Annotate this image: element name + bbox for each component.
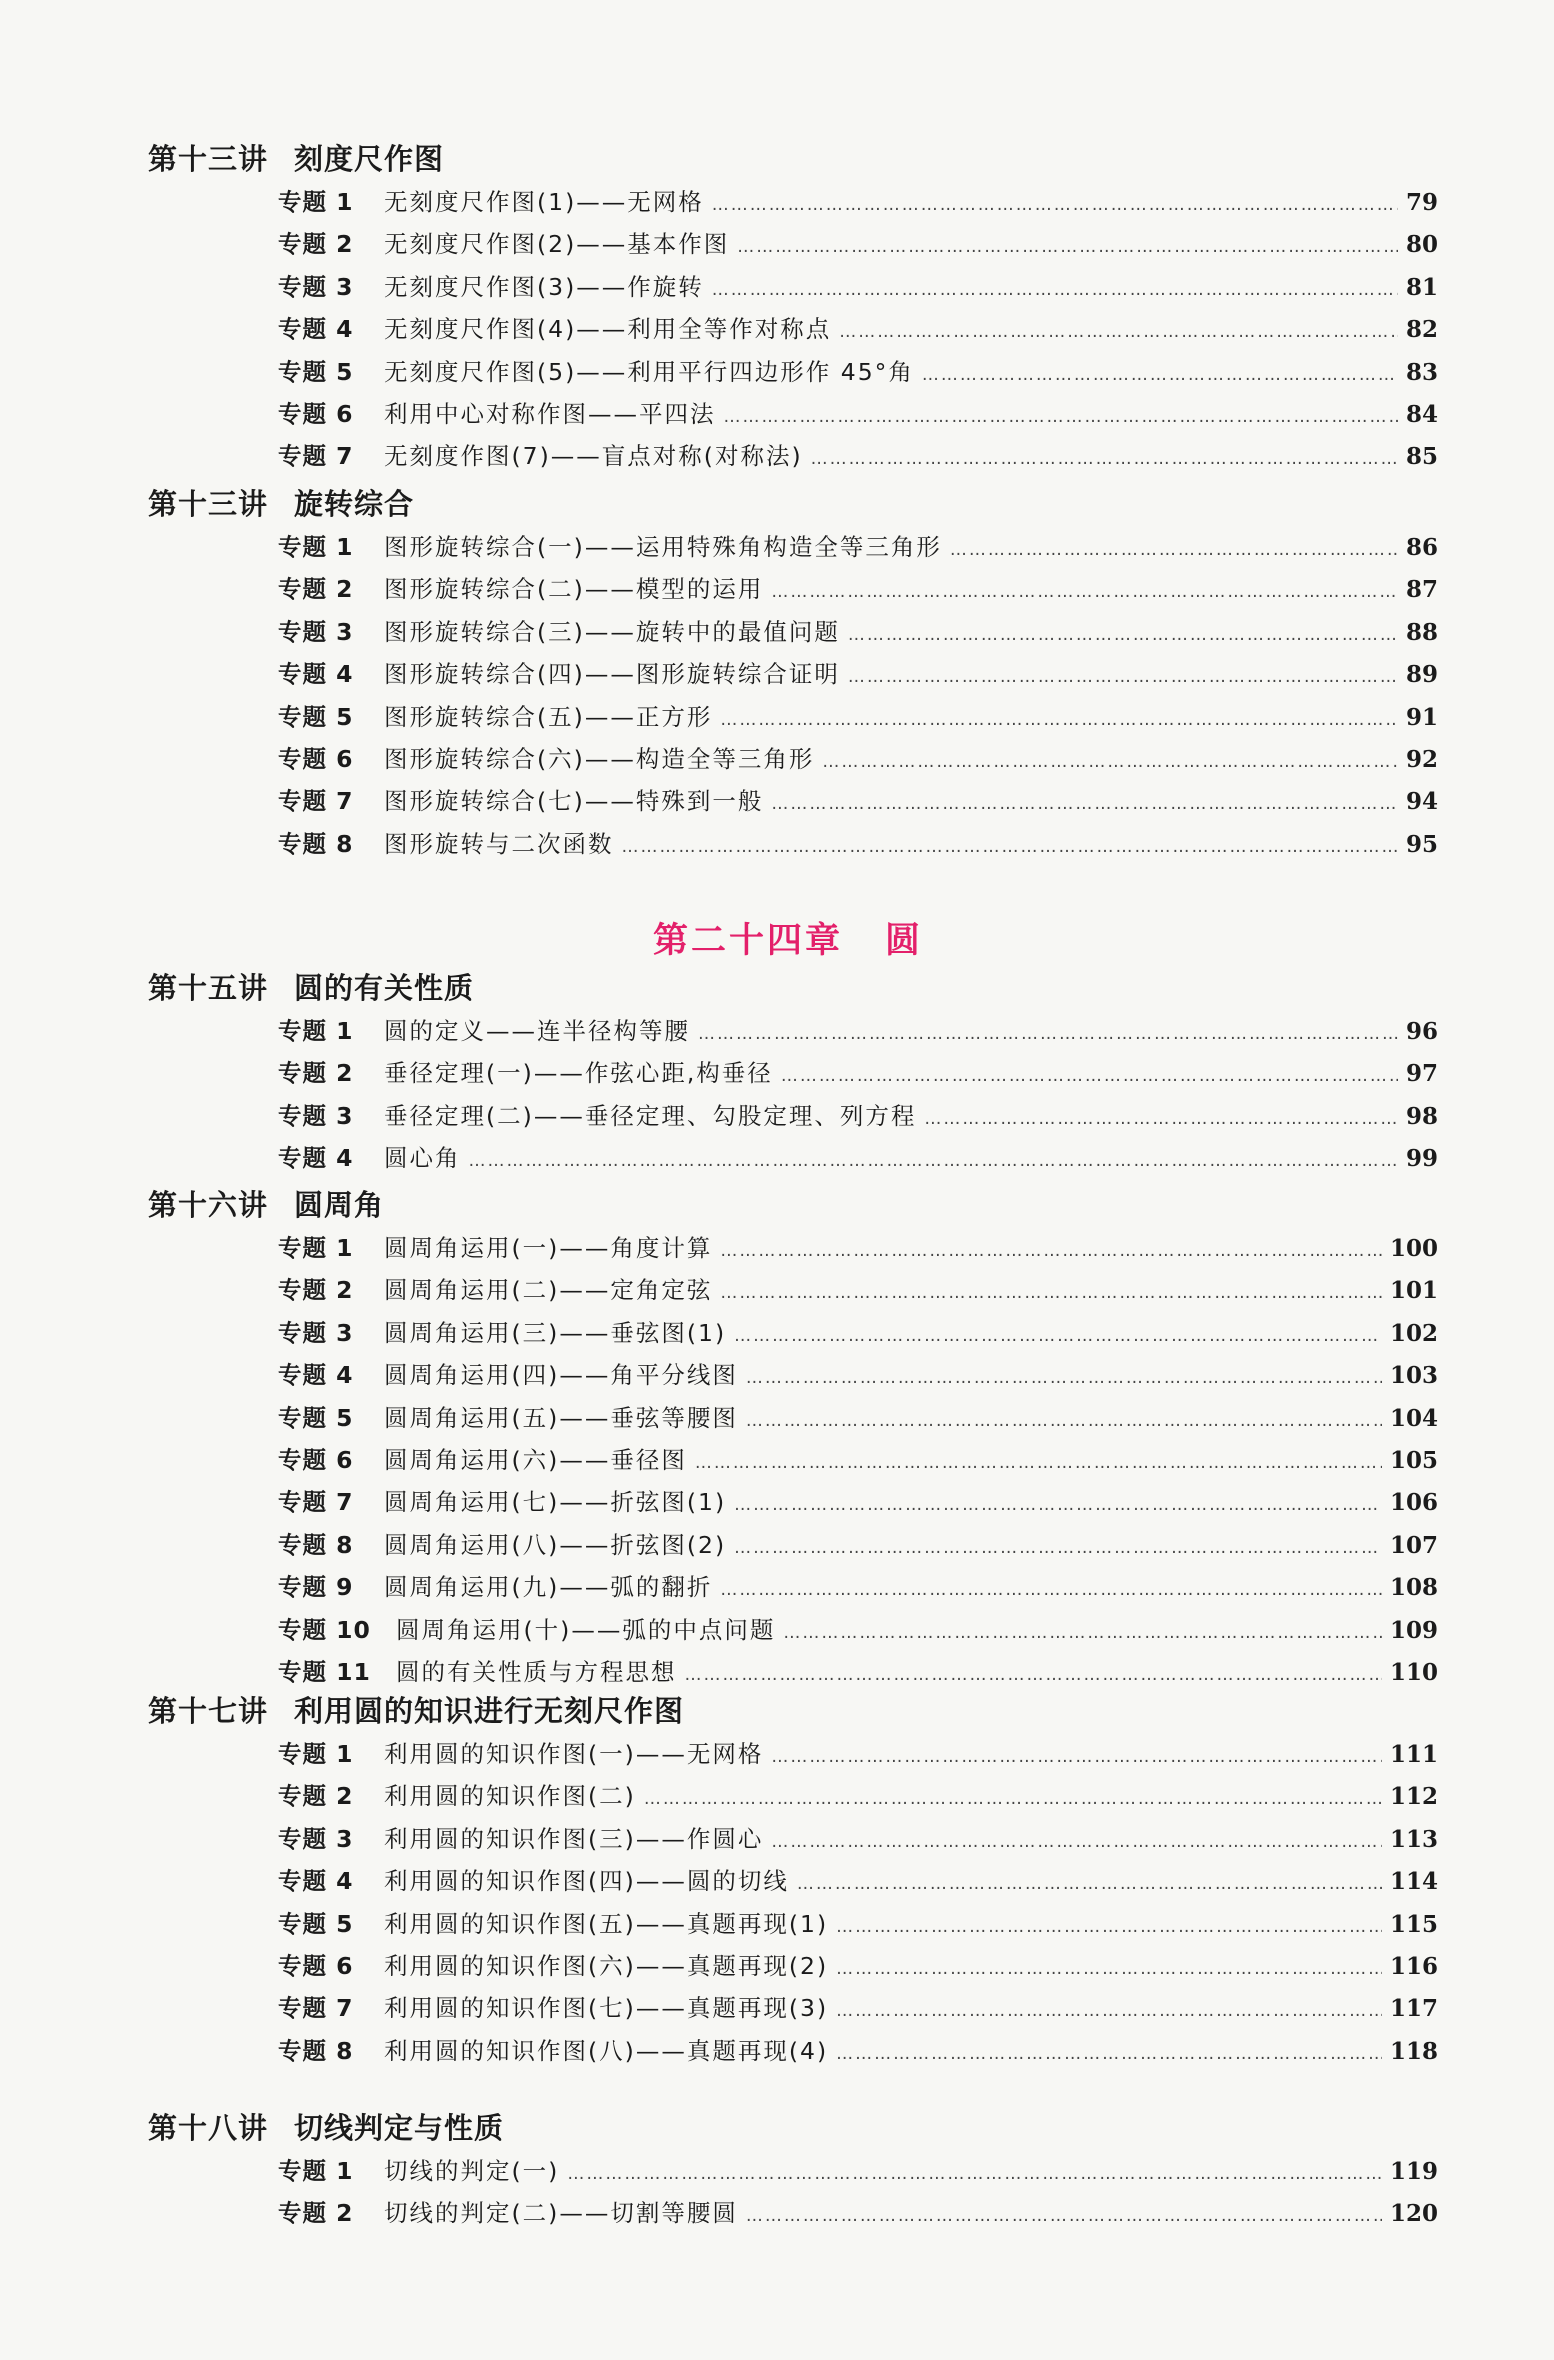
dot-leader: [720, 1272, 1382, 1314]
toc-entry[interactable]: [278, 1269, 1438, 1311]
dot-leader: [720, 1230, 1382, 1272]
toc-entry[interactable]: [278, 1397, 1438, 1439]
toc-entry[interactable]: [278, 1354, 1438, 1396]
dot-leader: [783, 1612, 1382, 1654]
topic-title: 垂径定理(一)——作弦心距,构垂径: [384, 1059, 773, 1088]
toc-entry[interactable]: [278, 1903, 1438, 1945]
topic-label: 专题 8: [278, 2036, 354, 2065]
toc-entry[interactable]: [278, 1609, 1438, 1651]
toc-entry[interactable]: [278, 1733, 1438, 1775]
topic-title: 无刻度尺作图(5)——利用平行四边形作 45°角: [384, 357, 914, 386]
topic-label: 专题 3: [278, 1318, 354, 1347]
topic-title: 圆周角运用(七)——折弦图(1): [384, 1488, 727, 1517]
page-number: 97: [1405, 1060, 1438, 1088]
toc-entry[interactable]: [278, 1860, 1438, 1902]
page-number: 117: [1389, 1995, 1438, 2023]
topic-title: 圆周角运用(三)——垂弦图(1): [384, 1318, 727, 1347]
lecture-title: 圆的有关性质: [294, 971, 475, 1005]
toc-entry[interactable]: [278, 526, 1438, 568]
dot-leader: [698, 1013, 1398, 1055]
page-number: 84: [1405, 400, 1438, 428]
topic-title: 利用圆的知识作图(三)——作圆心: [384, 1824, 764, 1853]
topic-title: 圆的有关性质与方程思想: [396, 1657, 677, 1686]
page-number: 112: [1389, 1783, 1438, 1811]
page-number: 99: [1405, 1145, 1438, 1173]
topic-label: 专题 5: [278, 1909, 354, 1938]
topic-title: 利用圆的知识作图(一)——无网格: [384, 1740, 764, 1768]
dot-leader: [771, 571, 1398, 613]
lecture-title: 旋转综合: [294, 487, 415, 521]
toc-entry[interactable]: [278, 1481, 1438, 1523]
lecture-title: 切线判定与性质: [294, 2111, 505, 2145]
lecture-section: [148, 482, 1438, 865]
topic-title: 垂径定理(二)——垂径定理、勾股定理、列方程: [384, 1101, 917, 1130]
lecture-section: [148, 137, 1438, 478]
chapter-name: 圆: [885, 920, 924, 961]
dot-leader: [712, 184, 1398, 226]
page-number: 111: [1389, 1741, 1438, 1768]
topic-label: 专题 6: [278, 399, 354, 428]
lecture-title: 利用圆的知识进行无刻尺作图: [294, 1694, 685, 1728]
topic-label: 专题 3: [278, 617, 354, 646]
toc-entry[interactable]: [278, 823, 1438, 865]
topic-label: 专题 1: [278, 1017, 354, 1045]
dot-leader: [836, 1948, 1382, 1990]
dot-leader: [734, 1484, 1382, 1526]
dot-leader: [836, 1906, 1382, 1948]
page-number: 114: [1389, 1868, 1438, 1896]
topic-label: 专题 4: [278, 315, 354, 344]
lecture-number: 第十八讲: [148, 2111, 269, 2145]
chapter-heading: [0, 913, 1554, 963]
lecture-section: [148, 1689, 1438, 2072]
lecture-number: 第十三讲: [148, 142, 269, 176]
dot-leader: [737, 226, 1398, 268]
toc-entry[interactable]: [278, 1524, 1438, 1566]
lecture-number: 第十五讲: [148, 971, 269, 1005]
page-number: 103: [1389, 1362, 1438, 1390]
toc-entry[interactable]: [278, 181, 1438, 223]
topic-label: 专题 2: [278, 1059, 354, 1088]
lecture-heading: [148, 1689, 1438, 1733]
lecture-section: [148, 1183, 1438, 1693]
page-number: 108: [1389, 1574, 1438, 1602]
topic-title: 圆周角运用(十)——弧的中点问题: [396, 1615, 776, 1644]
page-number: 91: [1405, 703, 1438, 731]
topic-title: 圆周角运用(一)——角度计算: [384, 1234, 713, 1262]
topic-title: 圆周角运用(八)——折弦图(2): [384, 1530, 727, 1559]
page-number: 83: [1405, 358, 1438, 386]
topic-label: 专题 5: [278, 357, 354, 386]
lecture-number: 第十七讲: [148, 1694, 269, 1728]
toc-entry[interactable]: [278, 223, 1438, 265]
topic-title: 图形旋转综合(一)——运用特殊角构造全等三角形: [384, 533, 942, 561]
lecture-heading: [148, 2106, 1438, 2150]
topic-label: 专题 3: [278, 1101, 354, 1130]
topic-title: 圆周角运用(二)——定角定弦: [384, 1276, 713, 1305]
lecture-section: [148, 2106, 1438, 2235]
page-number: 100: [1389, 1235, 1438, 1262]
toc-entry[interactable]: [278, 1775, 1438, 1817]
dot-leader: [746, 2195, 1382, 2237]
page-number: 104: [1389, 1404, 1438, 1432]
page-number: 110: [1389, 1658, 1438, 1686]
topic-label: 专题 2: [278, 575, 354, 604]
dot-leader: [924, 1098, 1398, 1140]
page-number: 119: [1389, 2158, 1438, 2185]
topic-title: 圆周角运用(六)——垂径图: [384, 1445, 687, 1474]
topic-title: 图形旋转综合(五)——正方形: [384, 702, 713, 731]
toc-entry[interactable]: [278, 1227, 1438, 1269]
toc-entry[interactable]: [278, 351, 1438, 393]
dot-leader: [839, 311, 1398, 353]
topic-title: 无刻度尺作图(2)——基本作图: [384, 230, 730, 259]
topic-label: 专题 4: [278, 1144, 354, 1173]
toc-entry[interactable]: [278, 780, 1438, 822]
topic-label: 专题 5: [278, 1403, 354, 1432]
toc-entry[interactable]: [278, 1010, 1438, 1052]
page-number: 80: [1405, 231, 1438, 259]
topic-title: 利用圆的知识作图(四)——圆的切线: [384, 1867, 789, 1896]
toc-entry[interactable]: [278, 266, 1438, 308]
topic-label: 专题 4: [278, 1361, 354, 1390]
topic-title: 圆周角运用(九)——弧的翻折: [384, 1573, 713, 1602]
page-number: 109: [1389, 1616, 1438, 1644]
topic-label: 专题 3: [278, 272, 354, 301]
dot-leader: [781, 1055, 1398, 1097]
topic-label: 专题 5: [278, 702, 354, 731]
topic-title: 利用圆的知识作图(五)——真题再现(1): [384, 1909, 829, 1938]
page-number: 94: [1405, 788, 1438, 816]
chapter-number: 第二十四章: [652, 920, 843, 961]
dot-leader: [848, 614, 1398, 656]
topic-label: 专题 1: [278, 2157, 354, 2185]
topic-title: 利用中心对称作图——平四法: [384, 399, 716, 428]
dot-leader: [836, 1990, 1382, 2032]
toc-entry[interactable]: [278, 1439, 1438, 1481]
dot-leader: [734, 1527, 1382, 1569]
topic-label: 专题 3: [278, 1824, 354, 1853]
topic-title: 无刻度尺作图(3)——作旋转: [384, 272, 704, 301]
dot-leader: [836, 2033, 1382, 2075]
toc-entry[interactable]: [278, 1651, 1438, 1693]
topic-title: 利用圆的知识作图(二): [384, 1782, 636, 1811]
toc-entry[interactable]: [278, 1137, 1438, 1179]
page-number: 102: [1389, 1319, 1438, 1347]
topic-title: 圆周角运用(四)——角平分线图: [384, 1361, 738, 1390]
dot-leader: [811, 438, 1398, 480]
page-number: 105: [1389, 1446, 1438, 1474]
topic-title: 图形旋转与二次函数: [384, 829, 614, 858]
toc-entry[interactable]: [278, 2192, 1438, 2234]
lecture-number: 第十三讲: [148, 487, 269, 521]
topic-label: 专题 1: [278, 188, 354, 216]
dot-leader: [771, 1821, 1382, 1863]
page-number: 113: [1389, 1825, 1438, 1853]
page-number: 116: [1389, 1952, 1438, 1980]
page-number: 101: [1389, 1277, 1438, 1305]
topic-title: 图形旋转综合(三)——旋转中的最值问题: [384, 617, 840, 646]
page-number: 107: [1389, 1531, 1438, 1559]
topic-label: 专题 2: [278, 2199, 354, 2228]
toc-entry[interactable]: [278, 2150, 1438, 2192]
dot-leader: [720, 1569, 1382, 1611]
toc-entry[interactable]: [278, 393, 1438, 435]
toc-entry[interactable]: [278, 696, 1438, 738]
toc-entry[interactable]: [278, 738, 1438, 780]
topic-label: 专题 4: [278, 1867, 354, 1896]
topic-title: 切线的判定(一): [384, 2157, 560, 2185]
page-number: 87: [1405, 576, 1438, 604]
topic-label: 专题 4: [278, 660, 354, 689]
topic-title: 无刻度作图(7)——盲点对称(对称法): [384, 442, 803, 471]
toc-entry[interactable]: [278, 1052, 1438, 1094]
topic-label: 专题 6: [278, 744, 354, 773]
page-number: 81: [1405, 273, 1438, 301]
toc-entry[interactable]: [278, 1945, 1438, 1987]
dot-leader: [469, 1140, 1398, 1182]
dot-leader: [822, 741, 1398, 783]
toc-entry[interactable]: [278, 2030, 1438, 2072]
toc-entry[interactable]: [278, 435, 1438, 477]
lecture-number: 第十六讲: [148, 1188, 269, 1222]
topic-label: 专题 2: [278, 230, 354, 259]
topic-label: 专题 7: [278, 442, 354, 471]
topic-label: 专题 1: [278, 1740, 354, 1768]
topic-label: 专题 1: [278, 533, 354, 561]
dot-leader: [622, 826, 1398, 868]
topic-label: 专题 7: [278, 787, 354, 816]
dot-leader: [567, 2153, 1382, 2195]
topic-label: 专题 9: [278, 1573, 354, 1602]
dot-leader: [720, 699, 1398, 741]
topic-label: 专题 10: [278, 1615, 371, 1644]
dot-leader: [712, 269, 1398, 311]
topic-title: 圆心角: [384, 1144, 461, 1173]
page-number: 118: [1389, 2037, 1438, 2065]
page-number: 82: [1405, 316, 1438, 344]
dot-leader: [797, 1863, 1382, 1905]
topic-title: 利用圆的知识作图(八)——真题再现(4): [384, 2036, 829, 2065]
lecture-heading: [148, 482, 1438, 526]
page-number: 98: [1405, 1102, 1438, 1130]
toc-entry[interactable]: [278, 568, 1438, 610]
dot-leader: [724, 396, 1398, 438]
topic-title: 图形旋转综合(七)——特殊到一般: [384, 787, 764, 816]
page-number: 92: [1405, 745, 1438, 773]
dot-leader: [771, 1736, 1382, 1778]
lecture-section: [148, 966, 1438, 1180]
lecture-title: 圆周角: [294, 1188, 385, 1222]
topic-label: 专题 8: [278, 1530, 354, 1559]
topic-title: 无刻度尺作图(4)——利用全等作对称点: [384, 315, 832, 344]
dot-leader: [746, 1400, 1382, 1442]
dot-leader: [746, 1357, 1382, 1399]
topic-label: 专题 6: [278, 1445, 354, 1474]
topic-title: 圆的定义——连半径构等腰: [384, 1017, 690, 1045]
dot-leader: [695, 1442, 1382, 1484]
dot-leader: [922, 354, 1398, 396]
toc-entry[interactable]: [278, 1095, 1438, 1137]
dot-leader: [734, 1315, 1382, 1357]
page-number: 89: [1405, 661, 1438, 689]
topic-label: 专题 7: [278, 1994, 354, 2023]
dot-leader: [848, 656, 1398, 698]
topic-label: 专题 8: [278, 829, 354, 858]
page-number: 120: [1389, 2200, 1438, 2228]
topic-label: 专题 1: [278, 1234, 354, 1262]
lecture-heading: [148, 966, 1438, 1010]
dot-leader: [950, 529, 1398, 571]
topic-label: 专题 2: [278, 1276, 354, 1305]
dot-leader: [644, 1778, 1382, 1820]
topic-label: 专题 6: [278, 1951, 354, 1980]
page-number: 88: [1405, 618, 1438, 646]
topic-title: 图形旋转综合(六)——构造全等三角形: [384, 744, 815, 773]
topic-label: 专题 11: [278, 1657, 371, 1686]
dot-leader: [771, 783, 1398, 825]
page-number: 96: [1405, 1018, 1438, 1045]
toc-entry[interactable]: [278, 1818, 1438, 1860]
toc-entry[interactable]: [278, 1566, 1438, 1608]
topic-title: 切线的判定(二)——切割等腰圆: [384, 2199, 738, 2228]
topic-title: 利用圆的知识作图(七)——真题再现(3): [384, 1994, 829, 2023]
toc-entry[interactable]: [278, 1987, 1438, 2029]
topic-title: 利用圆的知识作图(六)——真题再现(2): [384, 1951, 829, 1980]
topic-title: 圆周角运用(五)——垂弦等腰图: [384, 1403, 738, 1432]
lecture-heading: [148, 1183, 1438, 1227]
lecture-title: 刻度尺作图: [294, 142, 445, 176]
page-number: 115: [1389, 1910, 1438, 1938]
topic-title: 无刻度尺作图(1)——无网格: [384, 188, 704, 216]
toc-entry[interactable]: [278, 611, 1438, 653]
toc-entry[interactable]: [278, 1312, 1438, 1354]
page-number: 86: [1405, 534, 1438, 561]
toc-entry[interactable]: [278, 653, 1438, 695]
topic-title: 图形旋转综合(二)——模型的运用: [384, 575, 764, 604]
lecture-heading: [148, 137, 1438, 181]
page-number: 85: [1405, 443, 1438, 471]
topic-label: 专题 7: [278, 1488, 354, 1517]
page-number: 106: [1389, 1489, 1438, 1517]
page-number: 79: [1405, 189, 1438, 216]
toc-entry[interactable]: [278, 308, 1438, 350]
page-number: 95: [1405, 830, 1438, 858]
topic-label: 专题 2: [278, 1782, 354, 1811]
topic-title: 图形旋转综合(四)——图形旋转综合证明: [384, 660, 840, 689]
